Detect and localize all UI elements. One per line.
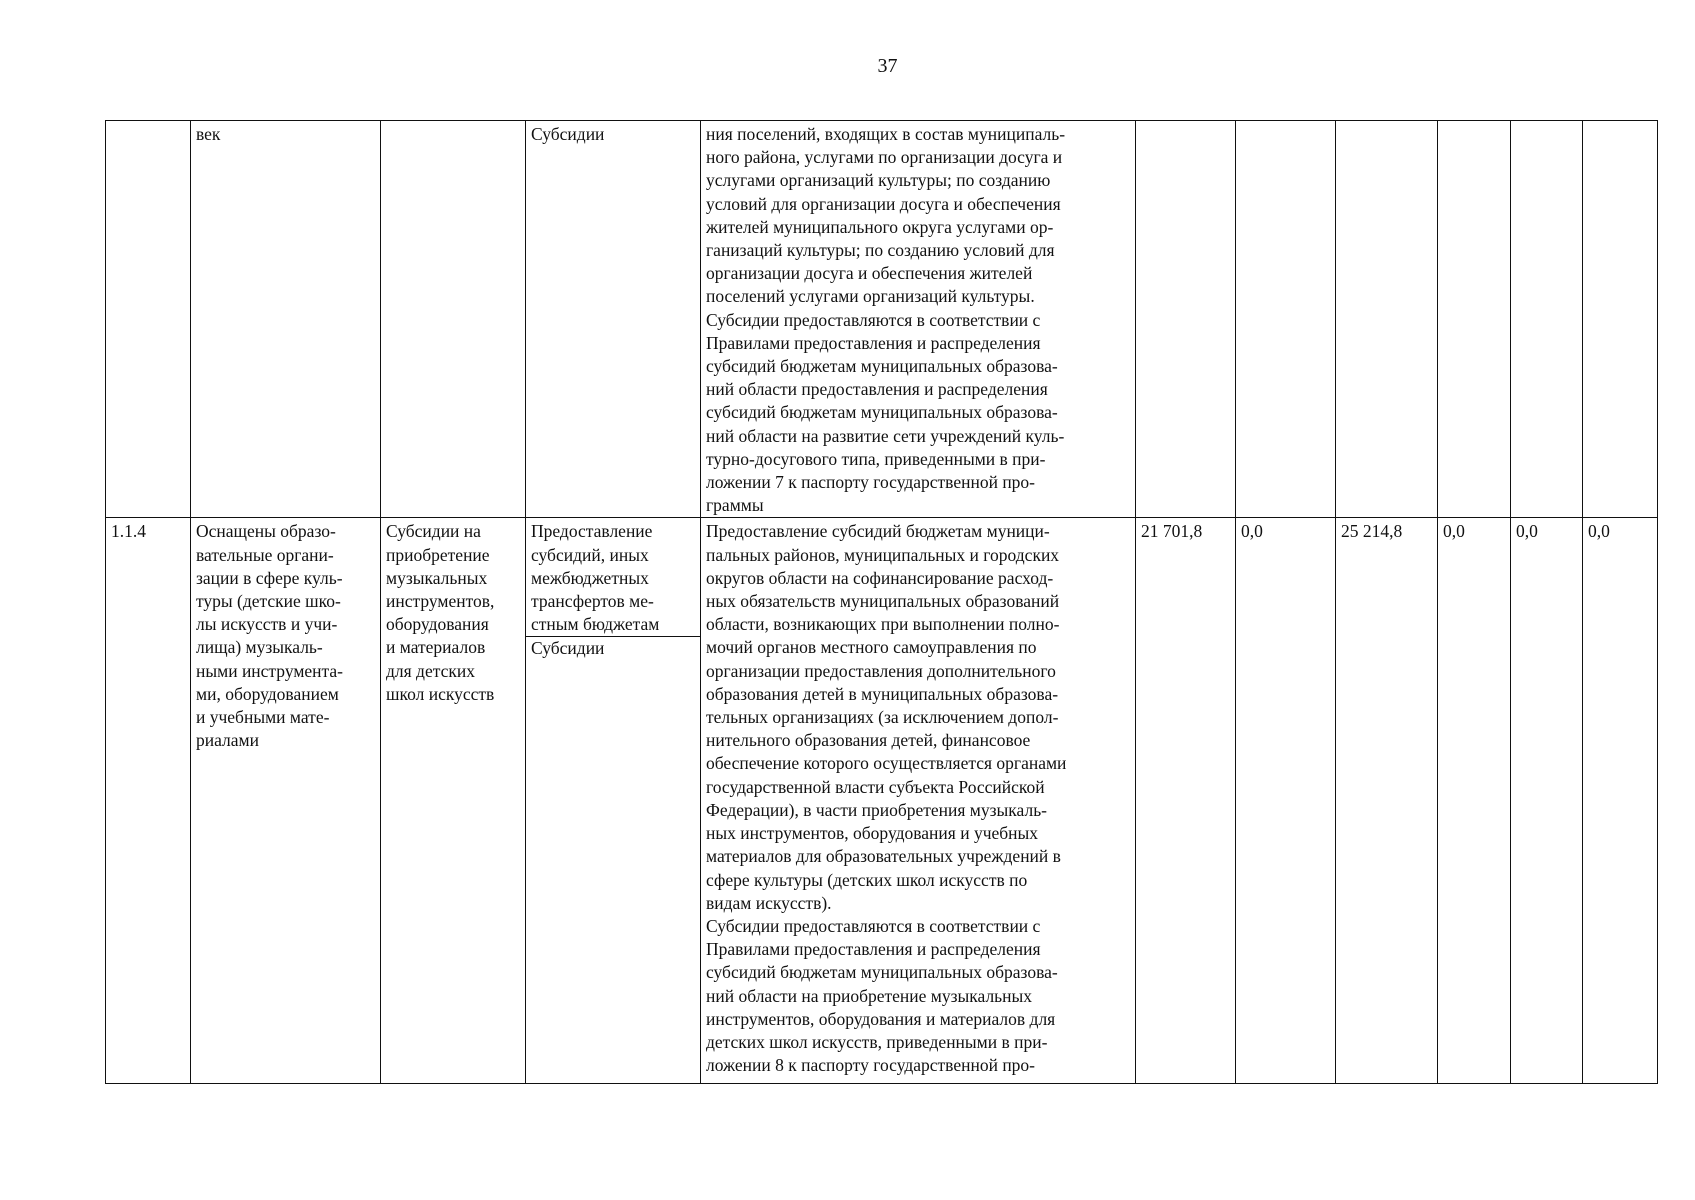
value-cell: 0,0 — [1583, 518, 1658, 1084]
row-description-cell: Предоставление субсидий бюджетам муници- пальных районов, муниципальных и городских округов области на софинансирование расход- ных обязательств муниципальных образований области, возникающих при выполнении полно- мочий органов местного самоуправления по организации предоставления дополнительного образования детей в муниципальных образова- тельных организациях (за исключением допол- нительного образования детей, финансовое обеспечение которого осуществляется органами государственной власти субъекта Российской Федерации), в части приобретения музыкаль- ных инструментов, оборудования и учебных материалов для образовательных учреждений в сфере культуры (детских школ искусств по видам искусств). Субсидии предоставляются в соответствии с Правилами предоставления и распределения субсидий бюджетам муниципальных образова- ний области на приобретение музыкальных инструментов, оборудования и материалов для детских школ искусств, приведенными в при- ложении 8 к паспорту государственной про- — [701, 518, 1136, 1084]
page-number: 37 — [877, 55, 898, 77]
row-description-cell: ния поселений, входящих в состав муниципаль- ного района, услугами по организации досуга и услугами организаций культуры; по созданию условий для организации досуга и обеспечения жителей муниципального округа услугами ор- ганизаций культуры; по созданию условий для организации досуга и обеспечения жителей поселений услугами организаций культуры. Субсидии предоставляются в соответствии с Правилами предоставления и распределения субсидий бюджетам муниципальных образова- ний области предоставления и распределения субсидий бюджетам муниципальных образова- ний области на развитие сети учреждений куль- турно-досугового типа, приведенными в при- ложении 7 к паспорту государственной про- граммы — [701, 121, 1136, 518]
type-primary: Предоставление субсидий, иных межбюджетных трансфертов ме- стным бюджетам — [526, 520, 700, 637]
value-cell: 0,0 — [1438, 518, 1511, 1084]
value-cell — [1438, 121, 1511, 518]
row-type-cell — [526, 518, 701, 1084]
value-cell — [1336, 121, 1438, 518]
row-type-cell: Субсидии — [526, 121, 701, 518]
value-cell — [1236, 121, 1336, 518]
program-table — [105, 120, 1658, 1084]
value-cell: 0,0 — [1236, 518, 1336, 1084]
value-cell — [1136, 121, 1236, 518]
value-cell: 25 214,8 — [1336, 518, 1438, 1084]
value-cell: 0,0 — [1511, 518, 1583, 1084]
row-subject-cell: Субсидии на приобретение музыкальных инструментов, оборудования и материалов для детских школ искусств — [381, 518, 526, 1084]
row-subject-cell — [381, 121, 526, 518]
type-secondary: Субсидии — [531, 638, 605, 659]
value-cell — [1511, 121, 1583, 518]
table-row — [106, 518, 1658, 1084]
row-number-cell — [106, 121, 191, 518]
row-name-cell: Оснащены образо- вательные органи- зации в сфере куль- туры (детские шко- лы искусств и учи- лища) музыкаль- ными инструмента- ми, оборудованием и учебными мате- риалами — [191, 518, 381, 1084]
table-row — [106, 121, 1658, 518]
row-number-cell: 1.1.4 — [106, 518, 191, 1084]
value-cell — [1583, 121, 1658, 518]
value-cell: 21 701,8 — [1136, 518, 1236, 1084]
row-name-cell: век — [191, 121, 381, 518]
